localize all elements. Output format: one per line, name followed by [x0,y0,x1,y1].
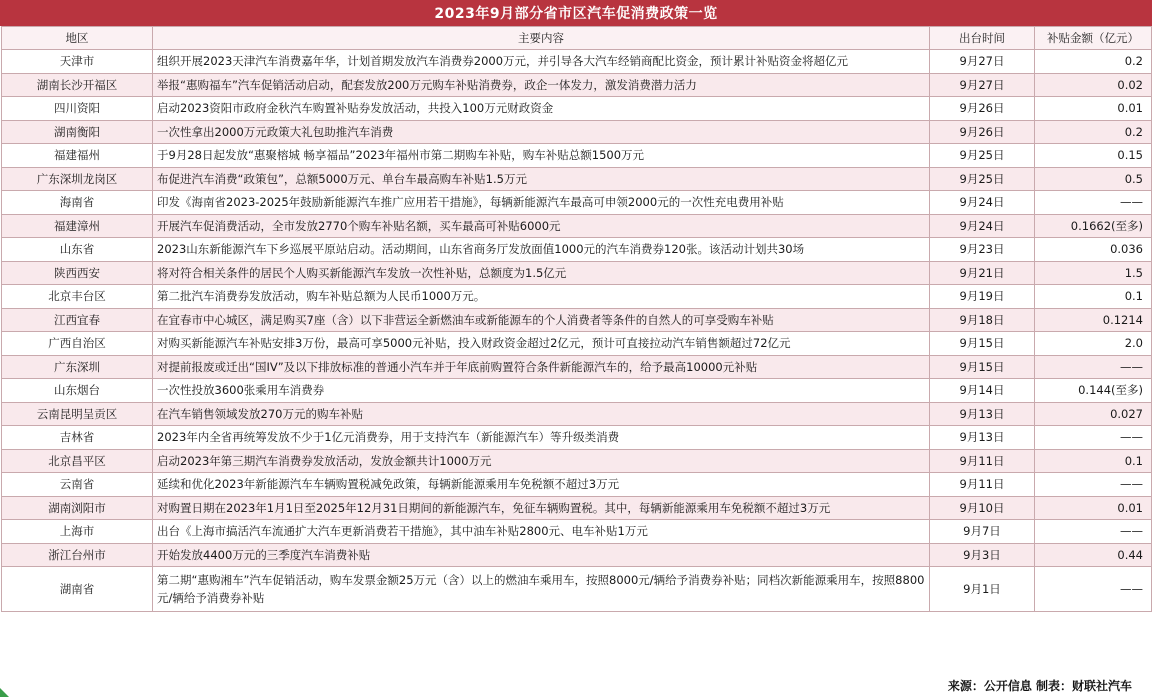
content-cell: 启动2023资阳市政府金秋汽车购置补贴券发放活动，共投入100万元财政资金 [153,97,930,121]
date-cell: 9月23日 [930,238,1035,262]
date-cell: 9月3日 [930,543,1035,567]
date-cell: 9月24日 [930,214,1035,238]
header-row [2,27,1152,50]
region-cell: 湖南衡阳 [2,120,153,144]
date-cell: 9月18日 [930,308,1035,332]
table-row [2,332,1152,356]
content-cell: 开展汽车促消费活动，全市发放2770个购车补贴名额，买车最高可补贴6000元 [153,214,930,238]
content-cell: 在宜春市中心城区，满足购买7座（含）以下非营运全新燃油车或新能源车的个人消费者等条件的自然人的可享受购车补贴 [153,308,930,332]
amount-cell: 0.15 [1035,144,1152,168]
region-cell: 福建漳州 [2,214,153,238]
date-cell: 9月25日 [930,167,1035,191]
content-cell: 组织开展2023天津汽车消费嘉年华，计划首期发放汽车消费券2000万元，并引导各大汽车经销商配比资金，预计累计补贴资金将超亿元 [153,50,930,74]
date-cell: 9月26日 [930,120,1035,144]
table-row [2,167,1152,191]
amount-cell: 0.44 [1035,543,1152,567]
amount-cell: 0.144(至多) [1035,379,1152,403]
header-date: 出台时间 [930,27,1035,50]
table-row [2,120,1152,144]
content-cell: 于9月28日起发放“惠聚榕城 畅享福品”2023年福州市第二期购车补贴，购车补贴总额1500万元 [153,144,930,168]
table-row [2,496,1152,520]
date-cell: 9月27日 [930,50,1035,74]
region-cell: 湖南浏阳市 [2,496,153,520]
region-cell: 北京丰台区 [2,285,153,309]
table-row [2,238,1152,262]
region-cell: 天津市 [2,50,153,74]
region-cell: 广西自治区 [2,332,153,356]
date-cell: 9月26日 [930,97,1035,121]
amount-cell: 0.036 [1035,238,1152,262]
date-cell: 9月27日 [930,73,1035,97]
amount-cell: 1.5 [1035,261,1152,285]
amount-cell: 0.1 [1035,285,1152,309]
date-cell: 9月11日 [930,473,1035,497]
table-row [2,97,1152,121]
region-cell: 福建福州 [2,144,153,168]
amount-cell: 0.027 [1035,402,1152,426]
table-row [2,191,1152,215]
content-cell: 对提前报废或迁出“国IV”及以下排放标准的普通小汽车并于年底前购置符合条件新能源汽车的，给予最高10000元补贴 [153,355,930,379]
content-cell: 对购买新能源汽车补贴安排3万份，最高可享5000元补贴，投入财政资金超过2亿元，预计可直接拉动汽车销售额超过72亿元 [153,332,930,356]
content-cell: 将对符合相关条件的居民个人购买新能源汽车发放一次性补贴，总额度为1.5亿元 [153,261,930,285]
amount-cell: 0.2 [1035,50,1152,74]
amount-cell: —— [1035,426,1152,450]
content-cell: 第二期“惠购湘车”汽车促销活动，购车发票金额25万元（含）以上的燃油车乘用车，按照8000元/辆给予消费券补贴；同档次新能源乘用车，按照8800元/辆给予消费券补贴 [153,567,930,612]
region-cell: 陕西西安 [2,261,153,285]
content-cell: 启动2023年第三期汽车消费券发放活动，发放金额共计1000万元 [153,449,930,473]
region-cell: 江西宜春 [2,308,153,332]
amount-cell: —— [1035,355,1152,379]
content-cell: 开始发放4400万元的三季度汽车消费补贴 [153,543,930,567]
amount-cell: 0.01 [1035,97,1152,121]
date-cell: 9月10日 [930,496,1035,520]
amount-cell: 0.1214 [1035,308,1152,332]
region-cell: 海南省 [2,191,153,215]
date-cell: 9月13日 [930,402,1035,426]
date-cell: 9月13日 [930,426,1035,450]
amount-cell: 0.01 [1035,496,1152,520]
content-cell: 延续和优化2023年新能源汽车车辆购置税减免政策，每辆新能源乘用车免税额不超过3万元 [153,473,930,497]
date-cell: 9月11日 [930,449,1035,473]
table-row [2,426,1152,450]
table-row [2,473,1152,497]
region-cell: 山东烟台 [2,379,153,403]
header-region: 地区 [2,27,153,50]
header-amount: 补贴金额（亿元） [1035,27,1152,50]
table-row [2,520,1152,544]
region-cell: 浙江台州市 [2,543,153,567]
header-content: 主要内容 [153,27,930,50]
region-cell: 山东省 [2,238,153,262]
date-cell: 9月21日 [930,261,1035,285]
date-cell: 9月24日 [930,191,1035,215]
corner-mark [0,688,9,697]
table-row [2,449,1152,473]
table-row [2,144,1152,168]
table-row [2,308,1152,332]
amount-cell: 0.02 [1035,73,1152,97]
region-cell: 云南昆明呈贡区 [2,402,153,426]
table-row [2,285,1152,309]
policy-table [1,26,1152,612]
region-cell: 四川资阳 [2,97,153,121]
region-cell: 北京昌平区 [2,449,153,473]
amount-cell: —— [1035,567,1152,612]
table-row [2,214,1152,238]
content-cell: 第二批汽车消费券发放活动，购车补贴总额为人民币1000万元。 [153,285,930,309]
region-cell: 吉林省 [2,426,153,450]
amount-cell: 0.1 [1035,449,1152,473]
date-cell: 9月25日 [930,144,1035,168]
amount-cell: —— [1035,191,1152,215]
amount-cell: 2.0 [1035,332,1152,356]
content-cell: 一次性拿出2000万元政策大礼包助推汽车消费 [153,120,930,144]
amount-cell: —— [1035,473,1152,497]
table-row [2,567,1152,612]
table-row [2,261,1152,285]
table-row [2,543,1152,567]
table-title: 2023年9月部分省市区汽车促消费政策一览 [0,0,1152,26]
table-row [2,355,1152,379]
date-cell: 9月19日 [930,285,1035,309]
date-cell: 9月15日 [930,355,1035,379]
content-cell: 布促进汽车消费“政策包”，总额5000万元、单台车最高购车补贴1.5万元 [153,167,930,191]
date-cell: 9月14日 [930,379,1035,403]
amount-cell: 0.5 [1035,167,1152,191]
date-cell: 9月15日 [930,332,1035,356]
table-row [2,379,1152,403]
region-cell: 广东深圳 [2,355,153,379]
table-row [2,50,1152,74]
date-cell: 9月7日 [930,520,1035,544]
content-cell: 在汽车销售领域发放270万元的购车补贴 [153,402,930,426]
region-cell: 湖南省 [2,567,153,612]
content-cell: 2023年内全省再统筹发放不少于1亿元消费券，用于支持汽车（新能源汽车）等升级类消费 [153,426,930,450]
date-cell: 9月1日 [930,567,1035,612]
content-cell: 一次性投放3600张乘用车消费券 [153,379,930,403]
content-cell: 出台《上海市搞活汽车流通扩大汽车更新消费若干措施》，其中油车补贴2800元、电车补贴1万元 [153,520,930,544]
region-cell: 广东深圳龙岗区 [2,167,153,191]
table-row [2,73,1152,97]
amount-cell: 0.2 [1035,120,1152,144]
source-footer: 来源：公开信息 制表：财联社汽车 [947,679,1132,693]
content-cell: 对购置日期在2023年1月1日至2025年12月31日期间的新能源汽车，免征车辆购置税。其中，每辆新能源乘用车免税额不超过3万元 [153,496,930,520]
content-cell: 印发《海南省2023-2025年鼓励新能源汽车推广应用若干措施》，每辆新能源汽车最高可申领2000元的一次性充电费用补贴 [153,191,930,215]
amount-cell: —— [1035,520,1152,544]
region-cell: 上海市 [2,520,153,544]
table-row [2,402,1152,426]
content-cell: 举报“惠购福车”汽车促销活动启动，配套发放200万元购车补贴消费券，政企一体发力，激发消费潜力活力 [153,73,930,97]
region-cell: 湖南长沙开福区 [2,73,153,97]
amount-cell: 0.1662(至多) [1035,214,1152,238]
region-cell: 云南省 [2,473,153,497]
content-cell: 2023山东新能源汽车下乡巡展平原站启动。活动期间，山东省商务厅发放面值1000元的汽车消费券120张。该活动计划共30场 [153,238,930,262]
